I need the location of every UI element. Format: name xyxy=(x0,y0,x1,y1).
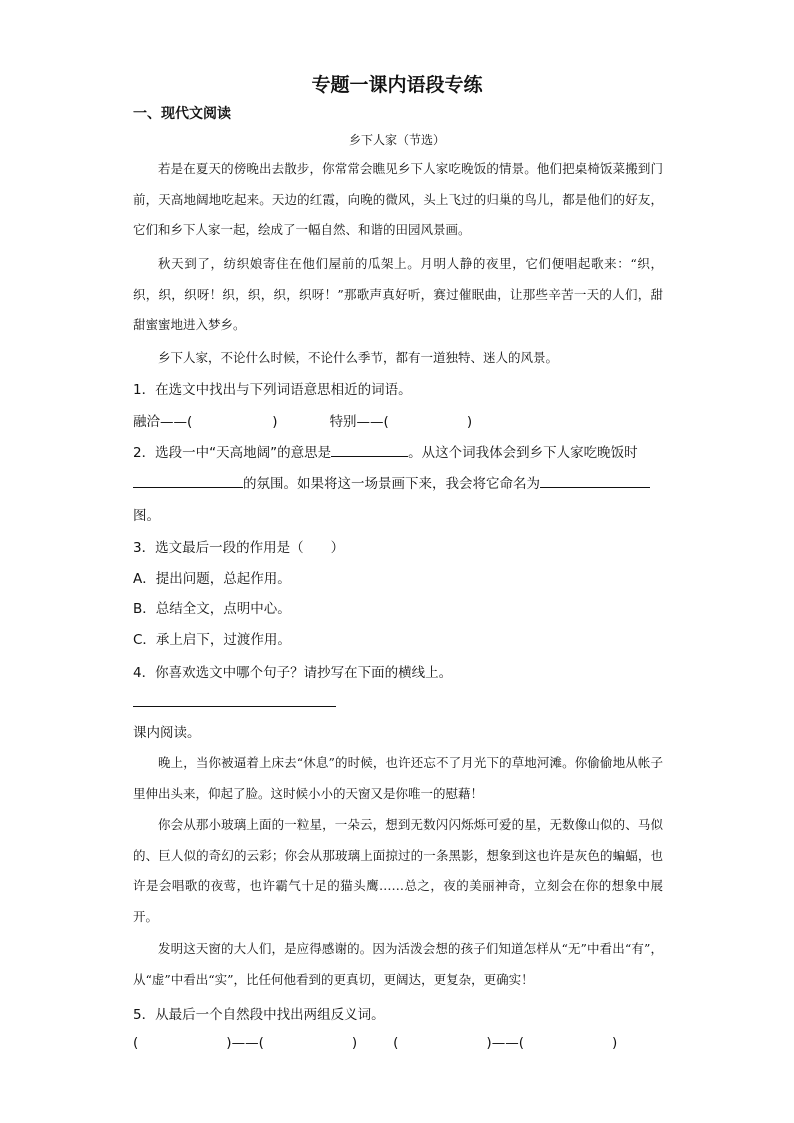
question-3-option-b[interactable]: B．总结全文，点明中心。 xyxy=(133,601,291,617)
passage2-paragraph-2: 你会从那小玻璃上面的一粒星，一朵云，想到无数闪闪烁烁可爱的星，无数像山似的、马似的、巨人似的奇幻的云彩；你会从那玻璃上面掠过的一条黑影，想象到这也许是灰色的蝙蝠，也许是会唱歌的夜莺，也许霸气十足的猫头鹰……总之，夜的美丽神奇，立刻会在你的想象中展开。 xyxy=(133,817,663,924)
question-3-stem: 3．选文最后一段的作用是（ ） xyxy=(133,540,345,556)
passage-title: 乡下人家（节选） xyxy=(348,133,445,147)
question-5-stem: 5．从最后一个自然段中找出两组反义词。 xyxy=(133,1007,385,1023)
question-2-line-3: 图。 xyxy=(133,508,160,524)
q5-open-4: ( xyxy=(518,1035,524,1051)
page-title: 专题一课内语段专练 xyxy=(311,74,483,96)
q5-close-1: ) xyxy=(226,1035,232,1051)
question-1-stem: 1．在选文中找出与下列词语意思相近的词语。 xyxy=(133,382,412,398)
q5-close-4: ) xyxy=(611,1035,618,1051)
q2-blank-2[interactable] xyxy=(133,473,243,488)
passage1-paragraph-1: 若是在夏天的傍晚出去散步，你常常会瞧见乡下人家吃晚饭的情景。他们把桌椅饭菜搬到门前，天高地阔地吃起来。天边的红霞，向晚的微风，头上飞过的归巢的鸟儿，都是他们的好友，它们和乡下人家一起，绘成了一幅自然、和谐的田园风景画。 xyxy=(133,161,663,237)
q5-close-2: ) xyxy=(351,1035,358,1051)
question-4-answer-line[interactable] xyxy=(133,706,336,707)
q5-open-2: ( xyxy=(258,1035,264,1051)
q5-dash-2: —— xyxy=(491,1035,519,1051)
q1-item1-label: 融洽——( xyxy=(133,414,193,430)
q2-text-3: 的氛围。如果将这一场景画下来，我会将它命名为 xyxy=(243,476,540,492)
question-3-option-a[interactable]: A．提出问题，总起作用。 xyxy=(133,571,291,587)
q1-close-2: ) xyxy=(466,414,473,430)
passage2-paragraph-1: 晚上，当你被逼着上床去“休息”的时候，也许还忘不了月光下的草地河滩。你偷偷地从帐子里伸出头来，仰起了脸。这时候小小的天窗又是你唯一的慰藉！ xyxy=(133,755,663,801)
section-heading-in-class-reading: 课内阅读。 xyxy=(133,725,201,741)
question-1-answers xyxy=(133,410,472,430)
passage2-paragraph-3: 发明这天窗的大人们，是应得感谢的。因为活泼会想的孩子们知道怎样从“无”中看出“有”，从“虚”中看出“实”，比任何他看到的更真切，更阔达，更复杂，更确实！ xyxy=(133,941,663,987)
passage1-paragraph-3: 乡下人家，不论什么时候，不论什么季节，都有一道独特、迷人的风景。 xyxy=(158,350,559,365)
q5-dash-1: —— xyxy=(231,1035,259,1051)
question-3-option-c[interactable]: C．承上启下，过渡作用。 xyxy=(133,632,291,648)
question-5-answers xyxy=(133,1035,617,1051)
question-2-line-1 xyxy=(133,441,638,461)
q5-open-3: ( xyxy=(393,1035,399,1051)
q2-text-2: 。从这个词我体会到乡下人家吃晚饭时 xyxy=(408,445,638,461)
question-4-stem: 4．你喜欢选文中哪个句子？请抄写在下面的横线上。 xyxy=(133,665,453,681)
q5-close-3: ) xyxy=(486,1035,492,1051)
q2-blank-1[interactable] xyxy=(331,442,408,457)
q2-text-1: 2．选段一中“天高地阔”的意思是 xyxy=(133,445,332,461)
q1-item2-label: 特别——( xyxy=(329,414,389,430)
question-2-line-2 xyxy=(133,472,650,492)
section-heading-modern-reading: 一、现代文阅读 xyxy=(133,106,231,122)
q5-open-1: ( xyxy=(133,1035,139,1051)
passage1-paragraph-2: 秋天到了，纺织娘寄住在他们屋前的瓜架上。月明人静的夜里，它们便唱起歌来：“织，织，织，织呀！织，织，织，织呀！”那歌声真好听，赛过催眠曲，让那些辛苦一天的人们，甜甜蜜蜜地进入梦乡。 xyxy=(133,256,663,332)
q1-close-1: ) xyxy=(272,414,278,430)
q2-blank-3[interactable] xyxy=(540,473,650,488)
